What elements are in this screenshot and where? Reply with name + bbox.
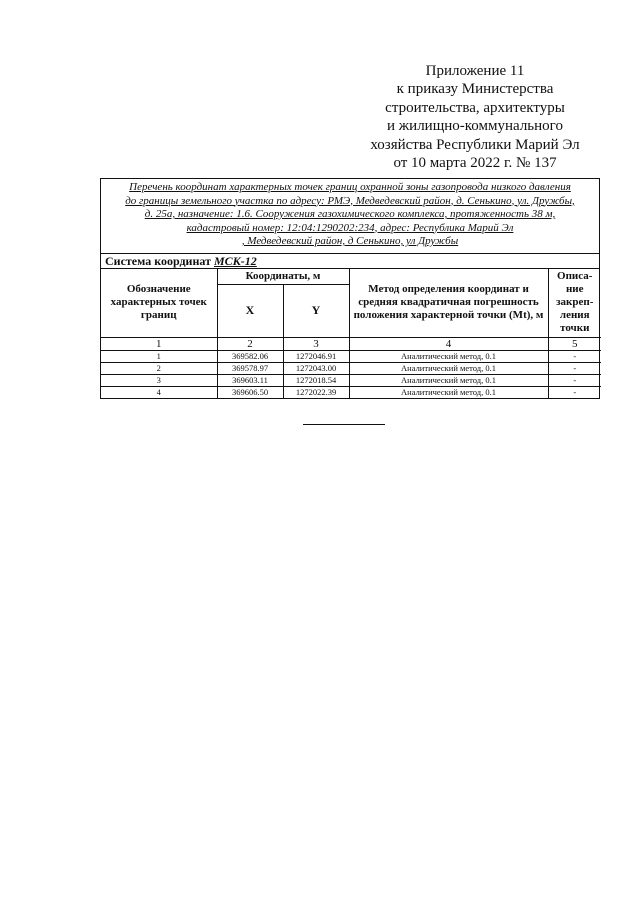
- table-row: [101, 362, 601, 374]
- cell-method: Аналитический метод, 0.1: [349, 386, 548, 398]
- cell-y: 1272046.91: [283, 350, 349, 362]
- appendix-line: и жилищно-коммунального: [387, 118, 563, 135]
- cell-method: Аналитический метод, 0.1: [349, 374, 548, 386]
- cell-description: -: [548, 386, 601, 398]
- heading-line: Перечень координат характерных точек границ охранной зоны газопровода низкого давления: [129, 181, 571, 193]
- header-description: Описа-ние закреп-ления точки: [548, 269, 601, 338]
- table-row: [101, 374, 601, 386]
- appendix-title: Приложение 11: [425, 63, 525, 79]
- cell-x: 369603.11: [217, 374, 283, 386]
- cell-y: 1272022.39: [283, 386, 349, 398]
- cell-point: 3: [101, 374, 217, 386]
- cell-point: 2: [101, 362, 217, 374]
- column-number: 2: [217, 337, 283, 350]
- appendix-line: хозяйства Республики Марий Эл: [370, 136, 580, 153]
- closing-rule: [303, 424, 385, 425]
- appendix-line: к приказу Министерства: [396, 81, 554, 98]
- heading-line: , Медведевский район, д Сенькино, ул Дружбы: [241, 235, 459, 247]
- column-numbers-row: [101, 337, 601, 350]
- cell-description: -: [548, 374, 601, 386]
- appendix-date: от 10 марта 2022 г. № 137: [393, 155, 557, 172]
- heading-line: до границы земельного участка по адресу: РМЭ, Медведевский район, д. Сенькино, ул. Дружбы,: [125, 194, 575, 207]
- header-y: Y: [283, 284, 349, 337]
- table-row: [101, 386, 601, 398]
- coordinate-system-label: Система координат: [105, 253, 211, 268]
- cell-point: 1: [101, 350, 217, 362]
- cell-y: 1272018.54: [283, 374, 349, 386]
- header-coordinates: Координаты, м: [217, 269, 349, 285]
- coordinate-system-row: [101, 254, 599, 269]
- coordinate-system-value: МСК-12: [213, 253, 257, 268]
- table-row: [101, 350, 601, 362]
- cell-x: 369606.50: [217, 386, 283, 398]
- heading-line: кадастровый номер: 12:04:1290202:234, адрес: Республика Марий Эл: [186, 221, 514, 234]
- list-heading: [101, 179, 599, 254]
- cell-method: Аналитический метод, 0.1: [349, 350, 548, 362]
- appendix-header: [360, 62, 590, 172]
- column-number: 1: [101, 337, 217, 350]
- cell-description: -: [548, 362, 601, 374]
- cell-x: 369578.97: [217, 362, 283, 374]
- header-x: X: [217, 284, 283, 337]
- header-point: Обозначение характерных точек границ: [101, 269, 217, 338]
- cell-y: 1272043.00: [283, 362, 349, 374]
- coordinates-document-frame: [100, 178, 600, 399]
- column-number: 4: [349, 337, 548, 350]
- column-number: 5: [548, 337, 601, 350]
- appendix-line: строительства, архитектуры: [385, 99, 565, 116]
- cell-x: 369582.06: [217, 350, 283, 362]
- header-method: Метод определения координат и средняя квадратичная погрешность положения характерной точки (Mt), м: [349, 269, 548, 338]
- cell-point: 4: [101, 386, 217, 398]
- heading-line: д. 25а, назначение: 1.6. Сооружения газохимического комплекса, протяженность 38 м,: [144, 208, 556, 220]
- coordinates-table: [101, 269, 601, 398]
- cell-description: -: [548, 350, 601, 362]
- column-number: 3: [283, 337, 349, 350]
- cell-method: Аналитический метод, 0.1: [349, 362, 548, 374]
